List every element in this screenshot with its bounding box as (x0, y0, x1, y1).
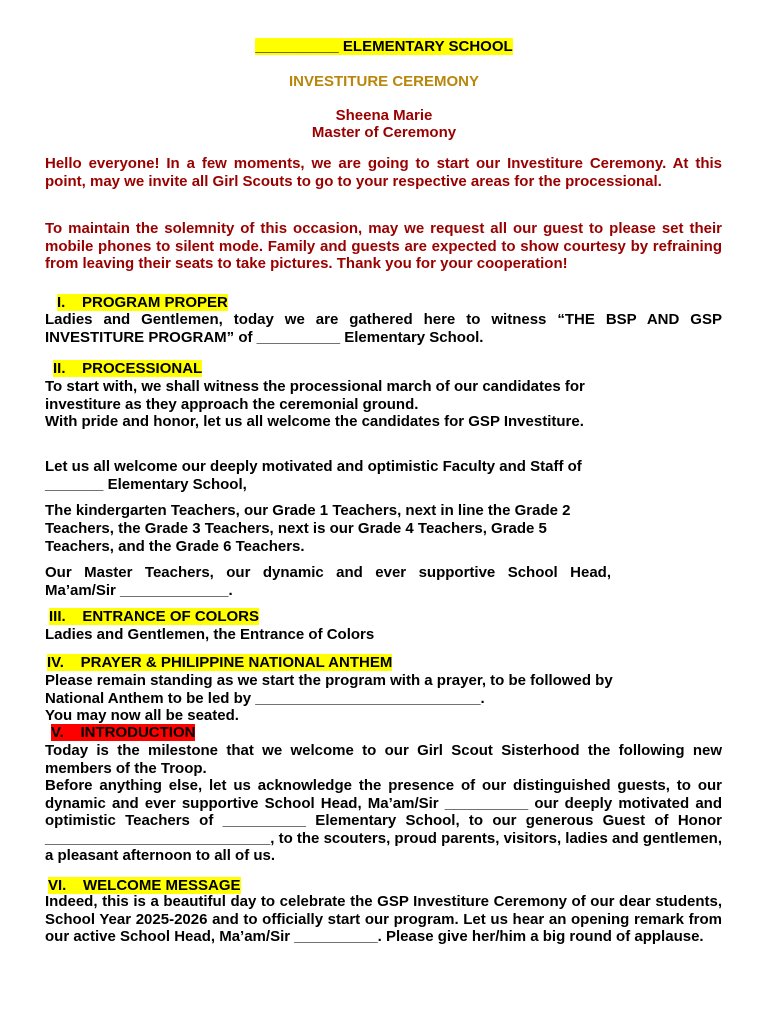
processional-paragraph-5: Our Master Teachers, our dynamic and ever supportive School Head, Ma’am/Sir _____________. (45, 564, 611, 599)
section-heading-welcome-message (48, 877, 241, 894)
section-heading-text: V. INTRODUCTION (51, 724, 196, 741)
school-title-text: __________ ELEMENTARY SCHOOL (255, 38, 513, 55)
school-title (0, 38, 768, 55)
processional-paragraph-2: With pride and honor, let us all welcome the candidates for GSP Investiture. (45, 413, 584, 430)
program-proper-text: Ladies and Gentlemen, today we are gathered here to witness “THE BSP AND GSP INVESTITURE PROGRAM” of __________ Elementary School. (45, 311, 722, 346)
section-heading-prayer-anthem (47, 654, 392, 671)
section-heading-text: I. PROGRAM PROPER (57, 294, 228, 311)
entrance-of-colors-text: Ladies and Gentlemen, the Entrance of Colors (45, 626, 375, 643)
processional-paragraph-4: The kindergarten Teachers, our Grade 1 Teachers, next in line the Grade 2 Teachers, the Grade 3 Teachers, next is our Grade 4 Teachers, Grade 5 Teachers, and the Grade 6 Teachers. (45, 502, 571, 555)
section-heading-entrance-of-colors (49, 608, 259, 625)
section-heading-program-proper (57, 294, 228, 311)
prayer-anthem-paragraph-1: Please remain standing as we start the program with a prayer, to be followed by National Anthem to be led by ___________________________. (45, 672, 613, 707)
section-heading-text: VI. WELCOME MESSAGE (48, 877, 241, 894)
intro-paragraph-1: Hello everyone! In a few moments, we are going to start our Investiture Ceremony. At this point, may we invite all Girl Scouts to go to your respective areas for the processional. (45, 155, 722, 190)
mc-name: Sheena Marie (335, 107, 433, 124)
section-heading-text: III. ENTRANCE OF COLORS (49, 608, 260, 625)
section-heading-text: II. PROCESSIONAL (53, 360, 203, 377)
introduction-paragraph-1: Today is the milestone that we welcome to our Girl Scout Sisterhood the following new members of the Troop. (45, 742, 722, 777)
prayer-anthem-paragraph-2: You may now all be seated. (45, 707, 239, 724)
welcome-message-text: Indeed, this is a beautiful day to celebrate the GSP Investiture Ceremony of our dear students, School Year 2025-2026 and to officially start our program. Let us hear an opening remark from our active School Head, Ma’am/Sir __________. Please give her/him a big round of applause. (45, 893, 722, 945)
section-heading-processional (53, 360, 202, 377)
intro-paragraph-2: To maintain the solemnity of this occasion, may we request all our guest to please set their mobile phones to silent mode. Family and guests are expected to show courtesy by refraining from leaving their seats to take pictures. Thank you for your cooperation! (45, 220, 722, 272)
ceremony-title: INVESTITURE CEREMONY (288, 73, 480, 90)
section-heading-introduction (51, 724, 195, 741)
mc-role: Master of Ceremony (311, 124, 457, 141)
processional-paragraph-1: To start with, we shall witness the processional march of our candidates for investiture as they approach the ceremonial ground. (45, 378, 585, 413)
introduction-paragraph-2: Before anything else, let us acknowledge the presence of our distinguished guests, to our dynamic and ever supportive School Head, Ma’am/Sir __________ our deeply motivated and optimistic Teachers of __________ Elementary School, to our generous Guest of Honor ___________________________, to the scouters, proud parents, visitors, ladies and gentlemen, a pleasant afternoon to all of us. (45, 777, 723, 864)
section-heading-text: IV. PRAYER & PHILIPPINE NATIONAL ANTHEM (47, 654, 393, 671)
processional-paragraph-3: Let us all welcome our deeply motivated and optimistic Faculty and Staff of _______ Elementary School, (45, 458, 582, 493)
